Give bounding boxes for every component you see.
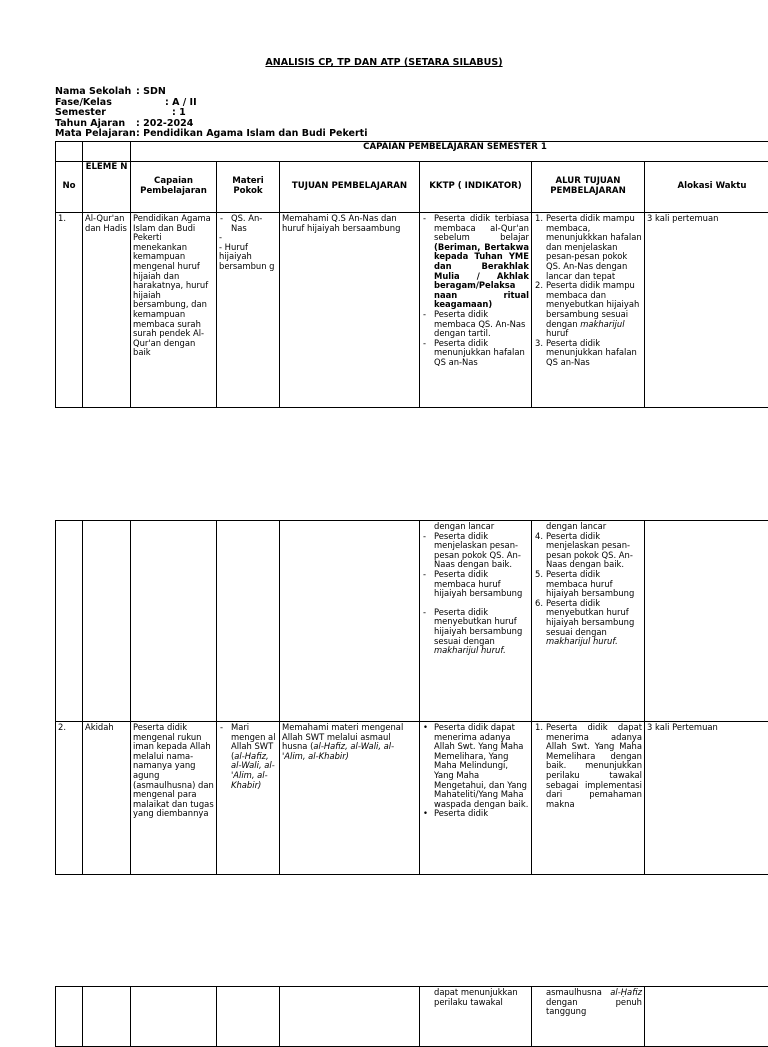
tujuan-cell: Memahami materi mengenal Allah SWT melalui asmaul husna (al-Hafiz, al-Wali, al-'Alim, al-Khabir) xyxy=(280,722,420,875)
capaian-cell: Peserta didik mengenal rukun iman kepada Allah melalui nama-namanya yang agung (asmaulhusna) dan mengenal para malaikat dan tugas yang diembannya xyxy=(131,722,217,875)
elemen-cell: Al-Qur'an dan Hadis xyxy=(83,213,131,408)
alur-cell: 1. Peserta didik dapat menerima adanya Allah Swt. Yang Maha Memelihara dengan baik. menunjukkan perilaku tawakal sebagai implementasi dari pemahaman makna xyxy=(532,722,645,875)
col-tujuan: TUJUAN PEMBELAJARAN xyxy=(280,162,420,213)
kktp-cell: - Peserta didik terbiasa membaca al-Qur'an sebelum belajar (Beriman, Bertakwa kepada Tuhan YME dan Berakhlak Mulia / Akhlak beragam/Pelaksa naan ritual keagamaan) - Peserta didik membaca QS. An-Nas dengan tartil. - Peserta didik menunjukkan hafalan QS an-Nas xyxy=(420,213,532,408)
col-elemen: ELEME N xyxy=(83,162,131,213)
col-materi: Materi Pokok xyxy=(217,162,280,213)
syllabus-table-page-2 xyxy=(55,520,768,875)
syllabus-table-page-3 xyxy=(55,986,768,1047)
col-capaian: Capaian Pembelajaran xyxy=(131,162,217,213)
document-title: ANALISIS CP, TP DAN ATP (SETARA SILABUS) xyxy=(0,57,768,68)
materi-cell: - Mari mengen al Allah SWT (al-Hafiz, al-Wali, al-'Alim, al-Khabir) xyxy=(217,722,280,875)
capaian-header: CAPAIAN PEMBELAJARAN SEMESTER 1 xyxy=(131,142,768,162)
col-alokasi: Alokasi Waktu xyxy=(645,162,768,213)
table-row xyxy=(56,213,768,408)
alur-cell: 1. Peserta didik mampu membaca, menunjukkkan hafalan dan menjelaskan pesan-pesan pokok QS. An-Nas dengan lancar dan tepat 2. Peserta didik mampu membaca dan menyebutkan hijaiyah bersambung sesuai dengan makharijul huruf 3. Peserta didik menunjukkan hafalan QS an-Nas xyxy=(532,213,645,408)
tujuan-cell: Memahami Q.S An-Nas dan huruf hijaiyah bersaambung xyxy=(280,213,420,408)
row-number: 1. xyxy=(56,213,83,408)
materi-cell: - QS. An-Nas - - Huruf hijaiyah bersambun g xyxy=(217,213,280,408)
kktp-cell: • Peserta didik dapat menerima adanya Allah Swt. Yang Maha Memelihara, Yang Maha Melindungi, Yang Maha Mengetahui, dan Yang Mahateliti/Yang Maha waspada dengan baik. • Peserta didik xyxy=(420,722,532,875)
table-row xyxy=(56,987,768,1047)
syllabus-table-page-1 xyxy=(55,141,768,408)
table-row xyxy=(56,521,768,722)
col-kktp: KKTP ( INDIKATOR) xyxy=(420,162,532,213)
alokasi-cell: 3 kali pertemuan xyxy=(645,213,768,408)
col-alur: ALUR TUJUAN PEMBELAJARAN xyxy=(532,162,645,213)
kktp-cell: dengan lancar - Peserta didik menjelaskan pesan-pesan pokok QS. An-Naas dengan baik. - Peserta didik membaca huruf hijaiyah bersambung - Peserta didik menyebutkan huruf hijaiyah bersambung sesuai dengan makharijul huruf. xyxy=(420,521,532,722)
alur-cell: dengan lancar 4. Peserta didik menjelaskan pesan-pesan pokok QS. An-Naas dengan baik. 5. Peserta didik membaca huruf hijaiyah bersambung 6. Peserta didik menyebutkan huruf hijaiyah bersambung sesuai dengan makharijul huruf. xyxy=(532,521,645,722)
col-no: No xyxy=(56,162,83,213)
kktp-cell: dapat menunjukkan perilaku tawakal xyxy=(420,987,532,1047)
alur-cell: asmaulhusna al-Ḥafiz dengan penuh tanggung xyxy=(532,987,645,1047)
row-number: 2. xyxy=(56,722,83,875)
capaian-cell: Pendidikan Agama Islam dan Budi Pekerti menekankan kemampuan mengenal huruf hijaiah dan harakatnya, huruf hijaiah bersambung, dan kemampuan membaca surah surah pendek Al-Qur'an dengan baik xyxy=(131,213,217,408)
elemen-cell: Akidah xyxy=(83,722,131,875)
table-row xyxy=(56,722,768,875)
alokasi-cell: 3 kali Pertemuan xyxy=(645,722,768,875)
